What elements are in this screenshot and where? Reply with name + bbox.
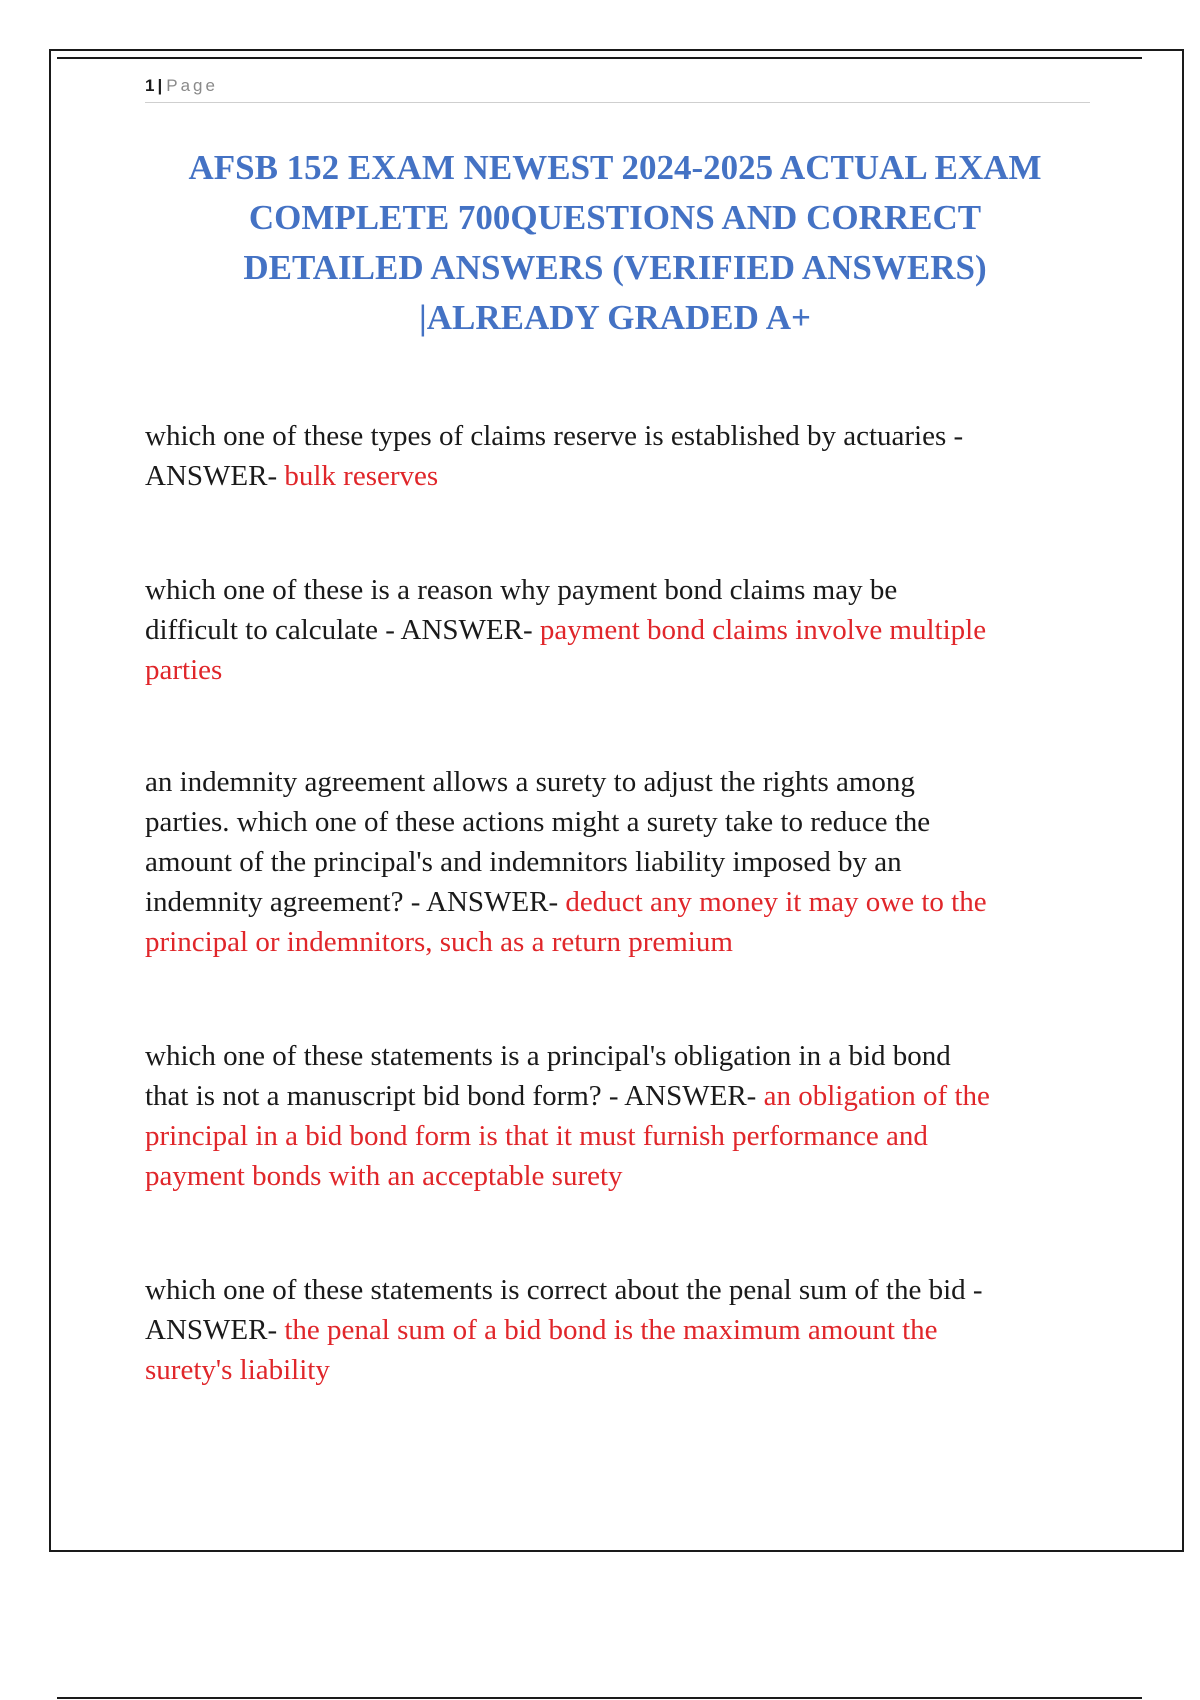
question-text: an indemnity agreement allows a surety to adjust the rights among — [145, 766, 915, 798]
answer-text: deduct any money it may owe to the — [565, 886, 987, 918]
answer-text: principal in a bid bond form is that it must furnish performance and — [145, 1120, 928, 1152]
qa-line — [145, 802, 1095, 842]
answer-text: payment bond claims involve multiple — [539, 614, 987, 646]
answer-text: principal or indemnitors, such as a return premium — [145, 926, 733, 958]
question-text: difficult to calculate - ANSWER- — [145, 614, 540, 646]
question-text: ANSWER- — [145, 460, 285, 492]
qa-line — [145, 1350, 1095, 1390]
question-text: which one of these statements is correct about the penal sum of the bid - — [145, 1274, 983, 1306]
qa-line — [145, 1270, 1095, 1310]
qa-line — [145, 1310, 1095, 1350]
page-header — [145, 74, 1090, 103]
qa-line — [145, 1036, 1095, 1076]
answer-text: payment bonds with an acceptable surety — [145, 1160, 623, 1192]
qa-line — [145, 882, 1095, 922]
question-text: indemnity agreement? - ANSWER- — [145, 886, 566, 918]
title-line: DETAILED ANSWERS (VERIFIED ANSWERS) — [243, 248, 987, 287]
answer-text: bulk reserves — [284, 460, 439, 492]
qa-line — [145, 456, 1095, 496]
qa-line — [145, 570, 1095, 610]
qa-line — [145, 1156, 1095, 1196]
title-line: AFSB 152 EXAM NEWEST 2024-2025 ACTUAL EXAM — [188, 148, 1042, 187]
question-text: that is not a manuscript bid bond form? - ANSWER- — [145, 1080, 764, 1112]
page-label: Page — [166, 76, 218, 95]
document-title — [120, 143, 1110, 343]
qa-line — [145, 650, 1095, 690]
page-number: 1 — [145, 76, 155, 95]
qa-line — [145, 762, 1095, 802]
question-text: parties. which one of these actions might a surety take to reduce the — [145, 806, 931, 838]
question-text: amount of the principal's and indemnitors liability imposed by an — [145, 846, 902, 878]
qa-line — [145, 610, 1095, 650]
qa-item — [145, 416, 1095, 496]
qa-line — [145, 1116, 1095, 1156]
qa-line — [145, 416, 1095, 456]
page-separator: | — [157, 76, 163, 95]
qa-line — [145, 922, 1095, 962]
title-line: COMPLETE 700QUESTIONS AND CORRECT — [248, 198, 982, 237]
qa-item — [145, 1036, 1095, 1196]
answer-text: the penal sum of a bid bond is the maximum amount the — [284, 1314, 938, 1346]
question-text: ANSWER- — [145, 1314, 285, 1346]
question-text: which one of these types of claims reserve is established by actuaries - — [145, 420, 964, 452]
title-line: |ALREADY GRADED A+ — [419, 298, 811, 337]
qa-item — [145, 570, 1095, 690]
question-text: which one of these is a reason why payment bond claims may be — [145, 574, 898, 606]
qa-line — [145, 1076, 1095, 1116]
question-text: which one of these statements is a principal's obligation in a bid bond — [145, 1040, 951, 1072]
answer-text: parties — [145, 654, 223, 686]
answer-text: an obligation of the — [763, 1080, 990, 1112]
qa-item — [145, 762, 1095, 962]
qa-line — [145, 842, 1095, 882]
bottom-rule — [57, 1697, 1142, 1699]
answer-text: surety's liability — [145, 1354, 330, 1386]
qa-item — [145, 1270, 1095, 1390]
top-rule — [57, 57, 1142, 59]
